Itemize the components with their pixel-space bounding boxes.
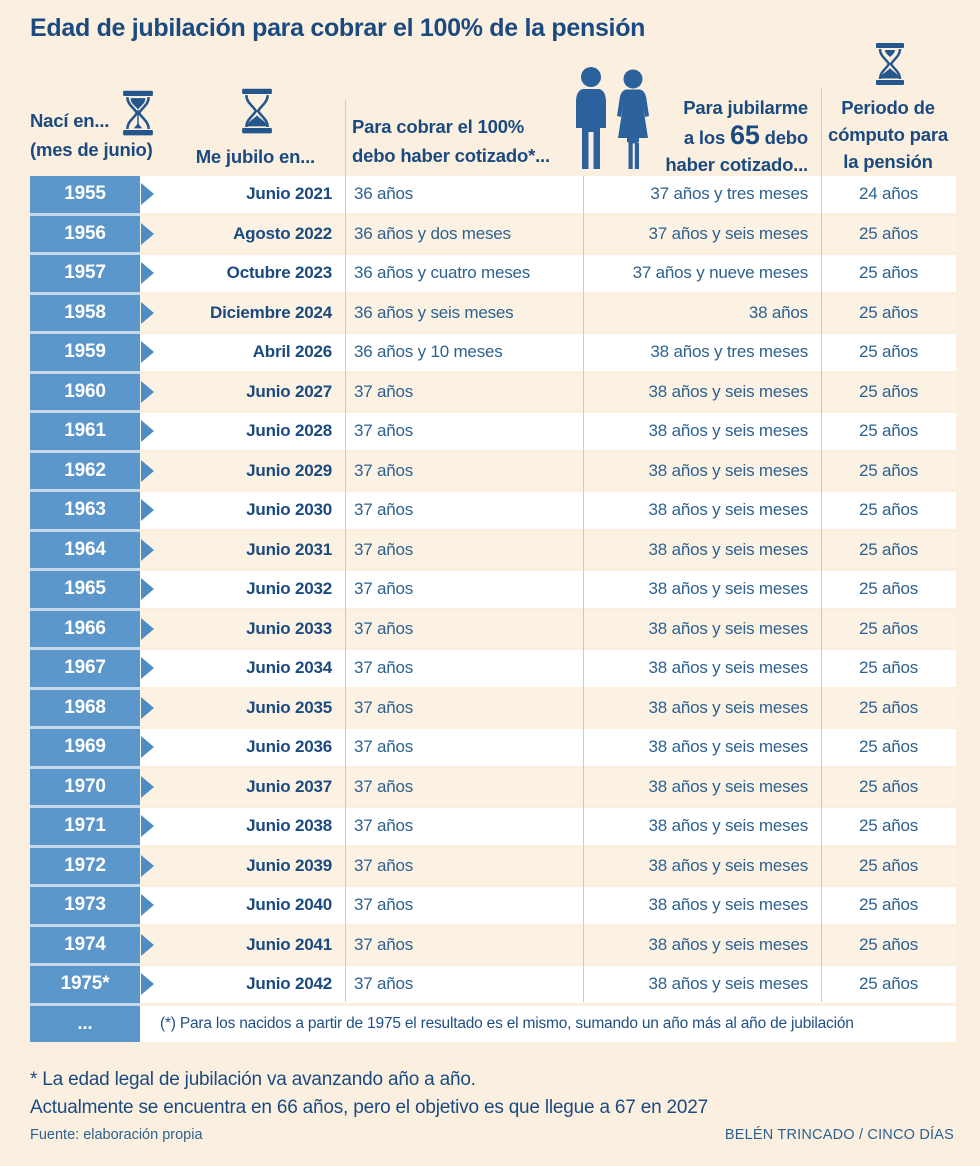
cotizado-100-cell: 37 años [354,776,414,796]
year-cell: 1955 [30,176,140,213]
header-cotizado-100 [352,112,550,170]
cotizado-100-cell: 37 años [354,381,414,401]
cotizado-100-cell: 36 años y cuatro meses [354,263,531,283]
cotizado-100-cell: 36 años [354,184,414,204]
retire-date: Junio 2029 [246,460,332,480]
age-65: 65 [730,120,760,150]
computo-cell: 25 años [858,855,919,875]
cotizado-65-cell: 38 años y seis meses [648,895,808,915]
arrow-right-icon [141,855,154,877]
cotizado-100-cell: 37 años [354,579,414,599]
header-me-jubilo: Me jubilo en... [195,146,315,167]
cotizado-100-cell: 37 años [354,855,414,875]
table-row [30,453,956,490]
computo-cell: 25 años [858,579,919,599]
retire-date-cell [140,492,345,529]
year-cell: ... [30,1006,140,1043]
cotizado-100-cell: 37 años [354,539,414,559]
computo-cell: 25 años [858,342,919,362]
year-cell: 1956 [30,216,140,253]
arrow-right-icon [141,815,154,837]
computo-cell: 24 años [858,184,919,204]
pension-table [30,176,956,1042]
year-cell: 1971 [30,808,140,845]
table-row [30,769,956,806]
retire-date-cell [140,255,345,292]
arrow-right-icon [141,578,154,600]
cotizado-65-cell: 38 años y seis meses [648,737,808,757]
retire-date: Junio 2042 [246,974,332,994]
cotizado-100-cell: 37 años [354,460,414,480]
computo-cell: 25 años [858,974,919,994]
table-row [30,492,956,529]
year-cell: 1975* [30,966,140,1003]
computo-cell: 25 años [858,381,919,401]
retire-date-cell [140,848,345,885]
cotizado-65-cell: 37 años y tres meses [650,184,808,204]
header-periodo-computo [824,94,952,175]
cotizado-65-cell: 38 años y seis meses [648,776,808,796]
retire-date-cell [140,334,345,371]
retire-date: Junio 2038 [246,816,332,836]
cotizado-65-cell: 38 años y seis meses [648,974,808,994]
cotizado-65-cell: 38 años y seis meses [648,579,808,599]
table-row [30,848,956,885]
table-row [30,216,956,253]
retire-date: Junio 2021 [246,184,332,204]
hourglass-icon [240,88,274,134]
arrow-right-icon [141,894,154,916]
retire-date: Junio 2028 [246,421,332,441]
cotizado-65-cell: 38 años y seis meses [648,539,808,559]
retire-date: Octubre 2023 [226,263,332,283]
computo-cell: 25 años [858,895,919,915]
header-periodo-line3: la pensión [843,151,933,172]
retire-date-cell [140,808,345,845]
cotizado-100-cell: 37 años [354,816,414,836]
year-cell: 1972 [30,848,140,885]
year-cell: 1967 [30,650,140,687]
cotizado-65-cell: 38 años y seis meses [648,381,808,401]
cotizado-65-cell: 38 años y seis meses [648,816,808,836]
table-row [30,571,956,608]
cotizado-65-cell: 38 años y seis meses [648,460,808,480]
computo-cell: 25 años [858,618,919,638]
computo-cell: 25 años [858,737,919,757]
header-naci-line2: (mes de junio) [30,139,153,160]
retire-date: Diciembre 2024 [210,302,332,322]
table-row [30,927,956,964]
arrow-right-icon [141,460,154,482]
retire-date-cell [140,413,345,450]
cotizado-65-cell: 38 años y seis meses [648,618,808,638]
retire-date-cell [140,729,345,766]
cotizado-100-cell: 36 años y dos meses [354,223,511,243]
table-row [30,295,956,332]
cotizado-100-cell: 37 años [354,697,414,717]
table-row [30,374,956,411]
retire-date: Junio 2037 [246,776,332,796]
cotizado-100-cell: 36 años y seis meses [354,302,514,322]
retire-date-cell [140,374,345,411]
computo-cell: 25 años [858,302,919,322]
arrow-right-icon [141,262,154,284]
retire-date-cell [140,650,345,687]
arrow-right-icon [141,420,154,442]
retire-date: Junio 2030 [246,500,332,520]
arrow-right-icon [141,657,154,679]
cotizado-100-cell: 37 años [354,974,414,994]
retire-date-cell [140,571,345,608]
year-cell: 1960 [30,374,140,411]
arrow-right-icon [141,973,154,995]
arrow-right-icon [141,381,154,403]
header-cotizado100-line2: debo haber cotizado*... [352,145,550,166]
source-text: Fuente: elaboración propia [30,1127,203,1143]
year-cell: 1959 [30,334,140,371]
computo-cell: 25 años [858,816,919,836]
table-row [30,255,956,292]
cotizado-65-cell: 38 años y seis meses [648,855,808,875]
column-divider [583,176,584,1002]
cotizado-65-cell: 38 años y seis meses [648,658,808,678]
computo-cell: 25 años [858,421,919,441]
cotizado-100-cell: 36 años y 10 meses [354,342,503,362]
column-divider [821,176,822,1002]
cotizado-100-cell: 37 años [354,421,414,441]
header-naci-en [30,106,153,164]
header-65-line3: haber cotizado... [665,154,808,175]
table-row [30,532,956,569]
retire-date-cell [140,927,345,964]
column-divider [345,176,346,1002]
header-65-line1: Para jubilarme [683,97,808,118]
table-row [30,650,956,687]
cotizado-100-cell: 37 años [354,500,414,520]
cotizado-65-cell: 38 años y seis meses [648,500,808,520]
table-row [30,334,956,371]
retire-date-cell [140,966,345,1003]
computo-cell: 25 años [858,263,919,283]
computo-cell: 25 años [858,776,919,796]
cotizado-65-cell: 37 años y seis meses [648,223,808,243]
header-periodo-line1: Periodo de [841,97,935,118]
cotizado-100-cell: 37 años [354,658,414,678]
header-column-divider [345,100,346,176]
retire-date-cell [140,769,345,806]
arrow-right-icon [141,934,154,956]
footnote-text: (*) Para los nacidos a partir de 1975 el resultado es el mismo, sumando un año más al año de jubilación [140,1006,956,1043]
year-cell: 1969 [30,729,140,766]
arrow-right-icon [141,302,154,324]
computo-cell: 25 años [858,223,919,243]
retire-date: Junio 2041 [246,934,332,954]
cotizado-65-cell: 37 años y nueve meses [632,263,808,283]
cotizado-100-cell: 37 años [354,934,414,954]
cotizado-65-cell: 38 años y seis meses [648,421,808,441]
year-cell: 1964 [30,532,140,569]
year-cell: 1957 [30,255,140,292]
computo-cell: 25 años [858,697,919,717]
table-row [30,690,956,727]
year-cell: 1966 [30,611,140,648]
note-text [30,1066,708,1122]
arrow-right-icon [141,618,154,640]
year-cell: 1970 [30,769,140,806]
cotizado-100-cell: 37 años [354,737,414,757]
note-line2: Actualmente se encuentra en 66 años, pero el objetivo es que llegue a 67 en 2027 [30,1097,709,1118]
arrow-right-icon [141,499,154,521]
retire-date: Junio 2027 [246,381,332,401]
retire-date: Junio 2036 [246,737,332,757]
computo-cell: 25 años [858,460,919,480]
arrow-right-icon [141,736,154,758]
cotizado-65-cell: 38 años y tres meses [650,342,808,362]
retire-date: Junio 2034 [246,658,332,678]
table-row [30,176,956,213]
header-periodo-line2: cómputo para [828,124,948,145]
year-cell: 1973 [30,887,140,924]
cotizado-65-cell: 38 años y seis meses [648,697,808,717]
year-cell: 1968 [30,690,140,727]
computo-cell: 25 años [858,658,919,678]
retire-date-cell [140,887,345,924]
retire-date-cell [140,453,345,490]
table-body [30,176,956,1003]
arrow-right-icon [141,183,154,205]
table-row [30,966,956,1003]
cotizado-65-cell: 38 años [748,302,808,322]
retire-date-cell [140,176,345,213]
arrow-right-icon [141,341,154,363]
computo-cell: 25 años [858,934,919,954]
cotizado-100-cell: 37 años [354,895,414,915]
retire-date: Junio 2040 [246,895,332,915]
arrow-right-icon [141,776,154,798]
header-jubilarme-65 [590,96,808,177]
retire-date-cell [140,611,345,648]
retire-date: Junio 2031 [246,539,332,559]
header-cotizado100-line1: Para cobrar el 100% [352,116,525,137]
year-cell: 1965 [30,571,140,608]
credit-text: BELÉN TRINCADO / CINCO DÍAS [724,1127,954,1143]
retire-date-cell [140,216,345,253]
computo-cell: 25 años [858,500,919,520]
table-row [30,887,956,924]
table-row [30,611,956,648]
cotizado-65-cell: 38 años y seis meses [648,934,808,954]
year-cell: 1958 [30,295,140,332]
retire-date-cell [140,690,345,727]
computo-cell: 25 años [858,539,919,559]
hourglass-icon [874,42,906,86]
footnote-row [30,1006,956,1043]
year-cell: 1963 [30,492,140,529]
table-row [30,729,956,766]
retire-date: Junio 2039 [246,855,332,875]
retire-date: Junio 2033 [246,618,332,638]
year-cell: 1961 [30,413,140,450]
arrow-right-icon [141,539,154,561]
retire-date-cell [140,532,345,569]
table-row [30,808,956,845]
retire-date: Abril 2026 [252,342,332,362]
arrow-right-icon [141,223,154,245]
header-column-divider [821,88,822,176]
retire-date: Junio 2032 [246,579,332,599]
table-row [30,413,956,450]
retire-date-cell [140,295,345,332]
year-cell: 1974 [30,927,140,964]
page-title: Edad de jubilación para cobrar el 100% de la pensión [30,14,646,42]
retire-date: Agosto 2022 [233,223,332,243]
retire-date: Junio 2035 [246,697,332,717]
arrow-right-icon [141,697,154,719]
header-naci-line1: Nací en... [30,110,110,131]
year-cell: 1962 [30,453,140,490]
header-65-line2: a los 65 debo [683,120,808,150]
note-line1: * La edad legal de jubilación va avanzando año a año. [30,1069,476,1090]
cotizado-100-cell: 37 años [354,618,414,638]
